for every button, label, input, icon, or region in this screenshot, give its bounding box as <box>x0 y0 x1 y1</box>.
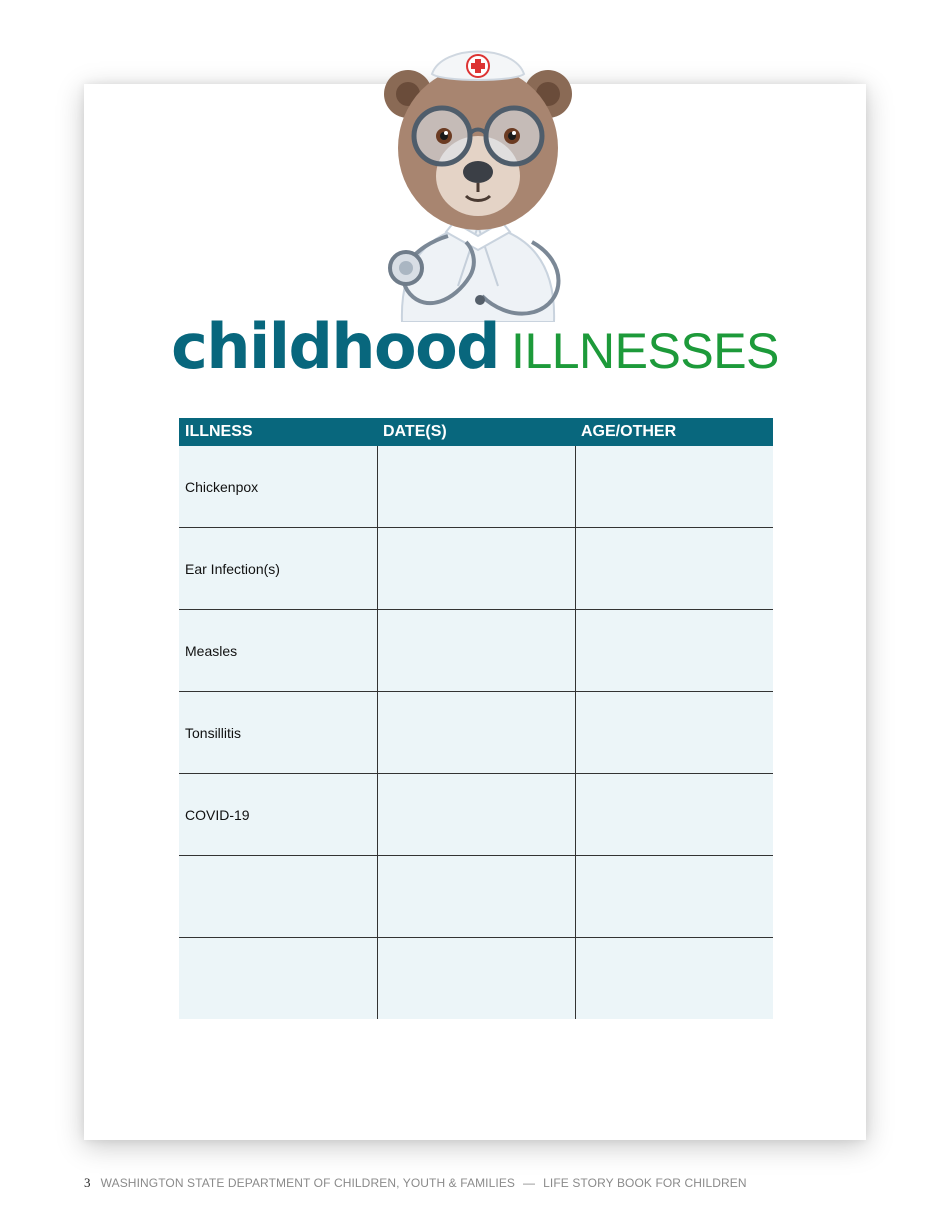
illness-cell: COVID-19 <box>179 774 377 856</box>
age-other-cell[interactable] <box>575 856 773 938</box>
footer-separator: — <box>523 1176 536 1190</box>
footer-publication: LIFE STORY BOOK FOR CHILDREN <box>543 1176 747 1190</box>
age-other-cell[interactable] <box>575 938 773 1020</box>
table-row <box>179 528 773 610</box>
dates-cell[interactable] <box>377 528 575 610</box>
header-illness: ILLNESS <box>179 418 377 446</box>
dates-cell[interactable] <box>377 856 575 938</box>
table-row <box>179 446 773 528</box>
footer-organization: WASHINGTON STATE DEPARTMENT OF CHILDREN, YOUTH & FAMILIES <box>100 1176 516 1190</box>
dates-cell[interactable] <box>377 610 575 692</box>
illness-cell: Measles <box>179 610 377 692</box>
dates-cell[interactable] <box>377 774 575 856</box>
table-row <box>179 856 773 938</box>
table-header-row <box>179 418 773 446</box>
header-age-other: AGE/OTHER <box>575 418 773 446</box>
age-other-cell[interactable] <box>575 528 773 610</box>
table-row <box>179 938 773 1020</box>
illness-cell[interactable] <box>179 856 377 938</box>
dates-cell[interactable] <box>377 692 575 774</box>
page-title <box>0 310 950 383</box>
age-other-cell[interactable] <box>575 774 773 856</box>
dates-cell[interactable] <box>377 446 575 528</box>
dates-cell[interactable] <box>377 938 575 1020</box>
header-dates: DATE(S) <box>377 418 575 446</box>
nurse-bear-icon <box>362 36 594 322</box>
age-other-cell[interactable] <box>575 692 773 774</box>
title-main: childhood <box>171 310 500 383</box>
page-footer <box>84 1175 747 1191</box>
title-sub: ILLNESSES <box>511 323 779 379</box>
illness-cell: Ear Infection(s) <box>179 528 377 610</box>
illness-cell: Chickenpox <box>179 446 377 528</box>
age-other-cell[interactable] <box>575 446 773 528</box>
age-other-cell[interactable] <box>575 610 773 692</box>
table-row <box>179 692 773 774</box>
illness-table <box>179 418 773 1019</box>
illness-cell[interactable] <box>179 938 377 1020</box>
table-row <box>179 774 773 856</box>
page-number: 3 <box>84 1175 91 1190</box>
table-row <box>179 610 773 692</box>
illness-cell: Tonsillitis <box>179 692 377 774</box>
